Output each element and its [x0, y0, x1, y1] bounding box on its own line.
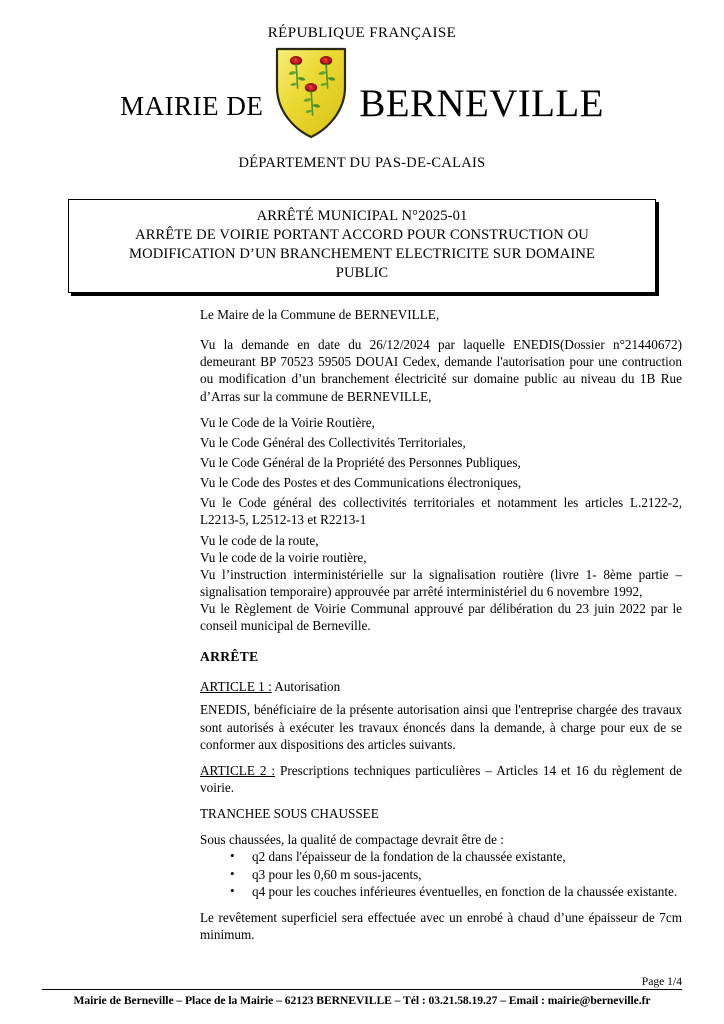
coat-of-arms-icon [272, 45, 350, 141]
article-1-title: Autorisation [271, 679, 341, 695]
vu-clause-item: Vu le Code des Postes et des Communications électroniques, [200, 475, 522, 491]
mairie-prefix-label: MAIRIE DE [120, 90, 264, 121]
departement-heading: DÉPARTEMENT DU PAS-DE-CALAIS [238, 155, 486, 171]
decree-title-line-1: ARRÊTÉ MUNICIPAL N°2025-01 [256, 208, 468, 224]
subheading-tranchee: TRANCHEE SOUS CHAUSSEE [200, 806, 379, 822]
article-2-label: ARTICLE 2 : [200, 762, 276, 778]
list-item: • q2 dans l'épaisseur de la fondation de la chaussée existante, [252, 848, 682, 865]
page-footer [42, 975, 682, 1007]
vu-clause-item: Vu le Code général des collectivités territoriales et notamment les articles L.2122-2, L2213-5, L2512-13 et R2213-1 [200, 495, 682, 528]
commune-name: BERNEVILLE [359, 81, 604, 125]
decree-title-line-4: PUBLIC [335, 264, 389, 281]
title-box-container [68, 199, 656, 293]
letterhead [0, 0, 724, 172]
vu-clause-item: Vu le Code Général de la Propriété des Personnes Publiques, [200, 454, 521, 470]
republic-heading: RÉPUBLIQUE FRANÇAISE [267, 25, 457, 41]
article-1-heading [200, 678, 682, 695]
intro-paragraph: Le Maire de la Commune de BERNEVILLE, [200, 306, 440, 322]
footer-contact-line: Mairie de Berneville – Place de la Mairie – 62123 BERNEVILLE – Tél : 03.21.58.19.27 – Email : mairie@berneville.fr [73, 994, 651, 1007]
vu-clause-item: Vu le code de la voirie routière, [200, 549, 367, 565]
list-item: • q4 pour les couches inférieures éventuelles, en fonction de la chaussée existante. [252, 883, 682, 900]
article-2-title: Prescriptions techniques particulières – Articles 14 et 16 du règlement de voirie. [200, 762, 682, 795]
vu-clause-item: Vu le code de la route, [200, 532, 319, 548]
document-body [200, 293, 682, 943]
list-item: • q3 pour les 0,60 m sous-jacents, [252, 866, 682, 883]
decree-title-box [68, 199, 656, 293]
article-1-label: ARTICLE 1 : [200, 679, 272, 695]
article-2-heading [200, 762, 682, 796]
vu-clause-item: Vu l’instruction interministérielle sur la signalisation routière (livre 1- 8ème partie – signalisation temporaire) approuvée par arrêté interministériel du 6 novembre 1992, [200, 566, 682, 600]
compactage-bullet-list [200, 848, 682, 899]
article-1-text: ENEDIS, bénéficiaire de la présente autorisation ainsi que l'entreprise chargée des travaux sont autorisés à exécuter les travaux énoncés dans la demande, à charge pour eux de se conformer aux dispositions des articles suivants. [200, 702, 682, 752]
mairie-title-row [0, 45, 724, 141]
vu-clause-list [200, 414, 682, 635]
revetement-text: Le revêtement superficiel sera effectuée avec un enrobé à chaud d’une épaisseur de 7cm minimum. [200, 909, 682, 943]
decree-title-line-2: ARRÊTE DE VOIRIE PORTANT ACCORD POUR CONSTRUCTION OU [135, 226, 589, 243]
compactage-intro: Sous chaussées, la qualité de compactage devrait être de : [200, 832, 504, 848]
vu-clause-item: Vu le Code de la Voirie Routière, [200, 414, 375, 430]
vu-clause-item: Vu le Code Général des Collectivités Territoriales, [200, 434, 466, 450]
arrete-heading: ARRÊTE [200, 648, 259, 664]
decree-title-line-3: MODIFICATION D’UN BRANCHEMENT ELECTRICITE SUR DOMAINE [129, 245, 595, 262]
vu-clause-item: Vu le Règlement de Voirie Communal approuvé par délibération du 23 juin 2022 par le conseil municipal de Berneville. [200, 601, 682, 634]
vu-demande-paragraph: Vu la demande en date du 26/12/2024 par laquelle ENEDIS(Dossier n°21440672) demeurant BP 70523 59505 DOUAI Cedex, demande l'autorisation pour une contruction ou modification d’un branchement électricité sur domaine public au niveau du 1B Rue d’Arras sur la commune de BERNEVILLE, [200, 337, 682, 404]
page-number: Page 1/4 [641, 975, 682, 988]
